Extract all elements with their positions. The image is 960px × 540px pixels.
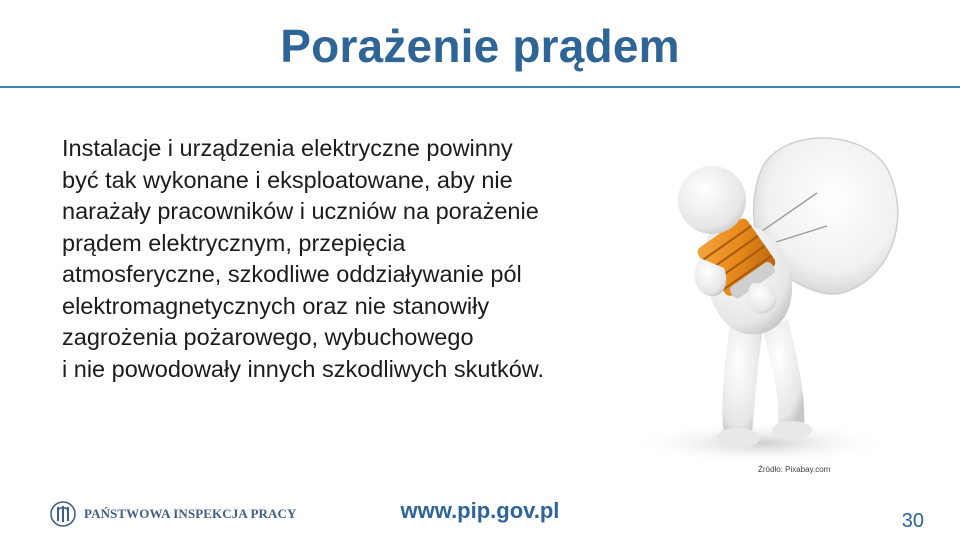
title-divider xyxy=(0,86,960,88)
body-line: być tak wykonane i eksploatowane, aby nie xyxy=(62,166,513,193)
image-credit: Źródło: Pixabay.com xyxy=(758,465,831,474)
figure-holding-lightbulb-illustration xyxy=(612,108,912,480)
body-line: i nie powodowały innych szkodliwych skutków. xyxy=(62,355,544,382)
body-line: zagrożenia pożarowego, wybuchowego xyxy=(62,324,474,350)
body-line: narażały pracowników i uczniów na porażenie xyxy=(62,198,539,224)
body-line: Instalacje i urządzenia elektryczne powinny xyxy=(62,135,513,161)
page-number: 30 xyxy=(901,510,924,532)
body-line: elektromagnetycznych oraz nie stanowiły xyxy=(62,292,490,319)
website-link[interactable]: www.pip.gov.pl xyxy=(400,498,560,523)
body-line: prądem elektrycznym, przepięcia xyxy=(62,229,406,256)
body-line: atmosferyczne, szkodliwe oddziaływanie pól xyxy=(62,261,522,287)
organization-logo xyxy=(50,500,296,528)
pip-emblem-icon xyxy=(50,501,76,527)
body-paragraph xyxy=(62,133,622,385)
organization-name: PAŃSTWOWA INSPEKCJA PRACY xyxy=(84,506,297,521)
slide-title: Porażenie prądem xyxy=(280,20,680,72)
